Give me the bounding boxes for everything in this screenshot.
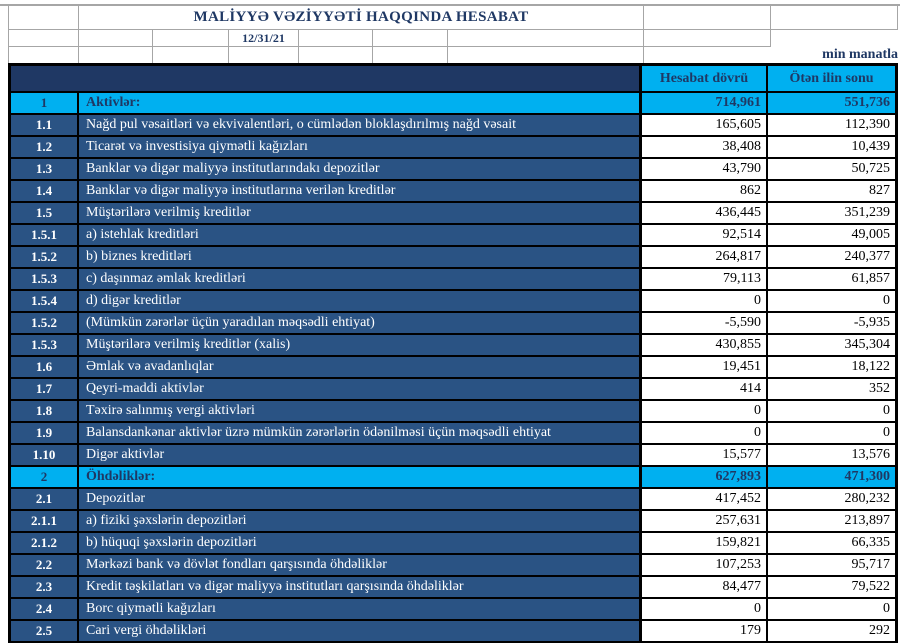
column-header-previous: Ötən ilin sonu: [768, 66, 895, 91]
previous-value-cell: 49,005: [768, 225, 895, 245]
row-number-cell: 1.2: [11, 137, 79, 157]
row-label-cell: Mərkəzi bank və dövlət fondları qarşısında öhdəliklər: [79, 555, 642, 575]
table-row: [11, 533, 895, 555]
row-label-cell: Əmlak və avadanlıqlar: [79, 357, 642, 377]
row-label-cell: Müştərilərə verilmiş kreditlər: [79, 203, 642, 223]
row-label-cell: a) istehlak kreditləri: [79, 225, 642, 245]
row-label-cell: Aktivlər:: [79, 93, 642, 113]
row-number-cell: 2.1.1: [11, 511, 79, 531]
row-label-cell: Kredit təşkilatları və digər maliyyə institutları qarşısında öhdəliklər: [79, 577, 642, 597]
grid-cell: [8, 29, 79, 47]
current-value-cell: 19,451: [642, 357, 768, 377]
previous-value-cell: 280,232: [768, 489, 895, 509]
previous-value-cell: 0: [768, 291, 895, 311]
column-header-current: Hesabat dövrü: [642, 66, 768, 91]
table-row: [11, 181, 895, 203]
row-label-cell: d) digər kreditlər: [79, 291, 642, 311]
table-row: [11, 445, 895, 467]
previous-value-cell: 240,377: [768, 247, 895, 267]
row-number-cell: 2.1.2: [11, 533, 79, 553]
previous-value-cell: 0: [768, 423, 895, 443]
previous-value-cell: 292: [768, 621, 895, 641]
row-number-cell: 1.8: [11, 401, 79, 421]
current-value-cell: 0: [642, 401, 768, 421]
previous-value-cell: 345,304: [768, 335, 895, 355]
current-value-cell: 436,445: [642, 203, 768, 223]
table-row: [11, 313, 895, 335]
current-value-cell: 627,893: [642, 467, 768, 487]
row-label-cell: a) fiziki şəxslərin depozitləri: [79, 511, 642, 531]
report-date-cell: [228, 29, 299, 47]
row-number-cell: 1.5.4: [11, 291, 79, 311]
table-row: [11, 159, 895, 181]
table-row: [11, 291, 895, 313]
current-value-cell: 159,821: [642, 533, 768, 553]
current-value-cell: 257,631: [642, 511, 768, 531]
previous-value-cell: 351,239: [768, 203, 895, 223]
row-number-cell: 1.5.3: [11, 269, 79, 289]
units-label: min manatla: [822, 47, 898, 62]
grid-cell: [643, 29, 771, 47]
current-value-cell: 92,514: [642, 225, 768, 245]
row-number-cell: 1.5.1: [11, 225, 79, 245]
previous-value-cell: 352: [768, 379, 895, 399]
row-label-cell: Müştərilərə verilmiş kreditlər (xalis): [79, 335, 642, 355]
table-row: [11, 115, 895, 137]
table-row: [11, 401, 895, 423]
grid-cell: [298, 29, 373, 47]
current-value-cell: -5,590: [642, 313, 768, 333]
row-number-cell: 1.5.2: [11, 313, 79, 333]
table-body: [11, 93, 895, 643]
report-date: 12/31/21: [242, 30, 285, 45]
grid-cell: [372, 29, 448, 47]
table-row: [11, 423, 895, 445]
table-row: [11, 467, 895, 489]
current-value-cell: 107,253: [642, 555, 768, 575]
table-row: [11, 203, 895, 225]
row-number-cell: 1.7: [11, 379, 79, 399]
row-number-cell: 1.10: [11, 445, 79, 465]
row-number-cell: 2.1: [11, 489, 79, 509]
current-value-cell: 79,113: [642, 269, 768, 289]
table-row: [11, 599, 895, 621]
row-number-cell: 1.5: [11, 203, 79, 223]
row-label-cell: Borc qiymətli kağızları: [79, 599, 642, 619]
row-label-cell: b) hüquqi şəxslərin depozitləri: [79, 533, 642, 553]
previous-value-cell: 95,717: [768, 555, 895, 575]
row-label-cell: Digər aktivlər: [79, 445, 642, 465]
current-value-cell: 414: [642, 379, 768, 399]
current-value-cell: 179: [642, 621, 768, 641]
report-title: MALİYYƏ VƏZİYYƏTİ HAQQINDA HESABAT: [193, 9, 529, 25]
row-label-cell: Öhdəliklər:: [79, 467, 642, 487]
row-number-cell: 1.5.2: [11, 247, 79, 267]
previous-value-cell: 50,725: [768, 159, 895, 179]
previous-value-cell: -5,935: [768, 313, 895, 333]
table-row: [11, 489, 895, 511]
grid-cell: [8, 5, 79, 30]
previous-value-cell: 66,335: [768, 533, 895, 553]
row-label-cell: c) daşınmaz əmlak kreditləri: [79, 269, 642, 289]
current-value-cell: 417,452: [642, 489, 768, 509]
previous-value-cell: 0: [768, 401, 895, 421]
previous-value-cell: 827: [768, 181, 895, 201]
row-label-cell: b) biznes kreditləri: [79, 247, 642, 267]
table-row: [11, 137, 895, 159]
current-value-cell: 0: [642, 423, 768, 443]
grid-cell: [447, 29, 644, 47]
table-row: [11, 555, 895, 577]
previous-value-cell: 213,897: [768, 511, 895, 531]
table-row: [11, 247, 895, 269]
current-value-cell: 84,477: [642, 577, 768, 597]
current-value-cell: 43,790: [642, 159, 768, 179]
row-label-cell: Nağd pul vəsaitləri və ekvivalentləri, o cümlədən bloklaşdırılmış nağd vəsait: [79, 115, 642, 135]
current-value-cell: 0: [642, 291, 768, 311]
row-number-cell: 1: [11, 93, 79, 113]
grid-cell: [643, 5, 771, 30]
row-label-cell: Ticarət və investisiya qiymətli kağızları: [79, 137, 642, 157]
row-number-cell: 1.9: [11, 423, 79, 443]
row-label-cell: Depozitlər: [79, 489, 642, 509]
previous-value-cell: 18,122: [768, 357, 895, 377]
row-label-cell: Cari vergi öhdəlikləri: [79, 621, 642, 641]
table-header-row: [11, 66, 895, 93]
row-number-cell: 2: [11, 467, 79, 487]
previous-value-cell: 79,522: [768, 577, 895, 597]
row-number-cell: 1.1: [11, 115, 79, 135]
table-row: [11, 225, 895, 247]
previous-value-cell: 0: [768, 599, 895, 619]
current-value-cell: 38,408: [642, 137, 768, 157]
table-row: [11, 379, 895, 401]
previous-value-cell: 471,300: [768, 467, 895, 487]
row-label-cell: Qeyri-maddi aktivlər: [79, 379, 642, 399]
row-number-cell: 2.2: [11, 555, 79, 575]
grid-cell: [78, 29, 153, 47]
row-number-cell: 1.6: [11, 357, 79, 377]
current-value-cell: 165,605: [642, 115, 768, 135]
current-value-cell: 0: [642, 599, 768, 619]
row-label-cell: Banklar və digər maliyyə institutlarına verilən kreditlər: [79, 181, 642, 201]
row-number-cell: 1.4: [11, 181, 79, 201]
current-value-cell: 862: [642, 181, 768, 201]
previous-value-cell: 112,390: [768, 115, 895, 135]
title-cell: [78, 5, 644, 30]
table-row: [11, 335, 895, 357]
current-value-cell: 714,961: [642, 93, 768, 113]
table-row: [11, 93, 895, 115]
row-number-cell: 2.5: [11, 621, 79, 641]
table-row: [11, 621, 895, 643]
header-spacer-cell: [11, 66, 642, 91]
financial-table: [8, 63, 898, 643]
row-label-cell: (Mümkün zərərlər üçün yaradılan məqsədli ehtiyat): [79, 313, 642, 333]
table-row: [11, 357, 895, 379]
row-label-cell: Balansdankənar aktivlər üzrə mümkün zərərlərin ödənilməsi üçün məqsədli ehtiyat: [79, 423, 642, 443]
current-value-cell: 264,817: [642, 247, 768, 267]
row-number-cell: 1.3: [11, 159, 79, 179]
table-row: [11, 269, 895, 291]
row-number-cell: 2.4: [11, 599, 79, 619]
grid-cell: [152, 29, 229, 47]
table-row: [11, 511, 895, 533]
previous-value-cell: 10,439: [768, 137, 895, 157]
row-label-cell: Təxirə salınmış vergi aktivləri: [79, 401, 642, 421]
table-row: [11, 577, 895, 599]
row-number-cell: 1.5.3: [11, 335, 79, 355]
row-label-cell: Banklar və digər maliyyə institutlarındakı depozitlər: [79, 159, 642, 179]
grid-cell: [770, 5, 898, 30]
previous-value-cell: 61,857: [768, 269, 895, 289]
current-value-cell: 430,855: [642, 335, 768, 355]
row-number-cell: 2.3: [11, 577, 79, 597]
previous-value-cell: 551,736: [768, 93, 895, 113]
current-value-cell: 15,577: [642, 445, 768, 465]
previous-value-cell: 13,576: [768, 445, 895, 465]
